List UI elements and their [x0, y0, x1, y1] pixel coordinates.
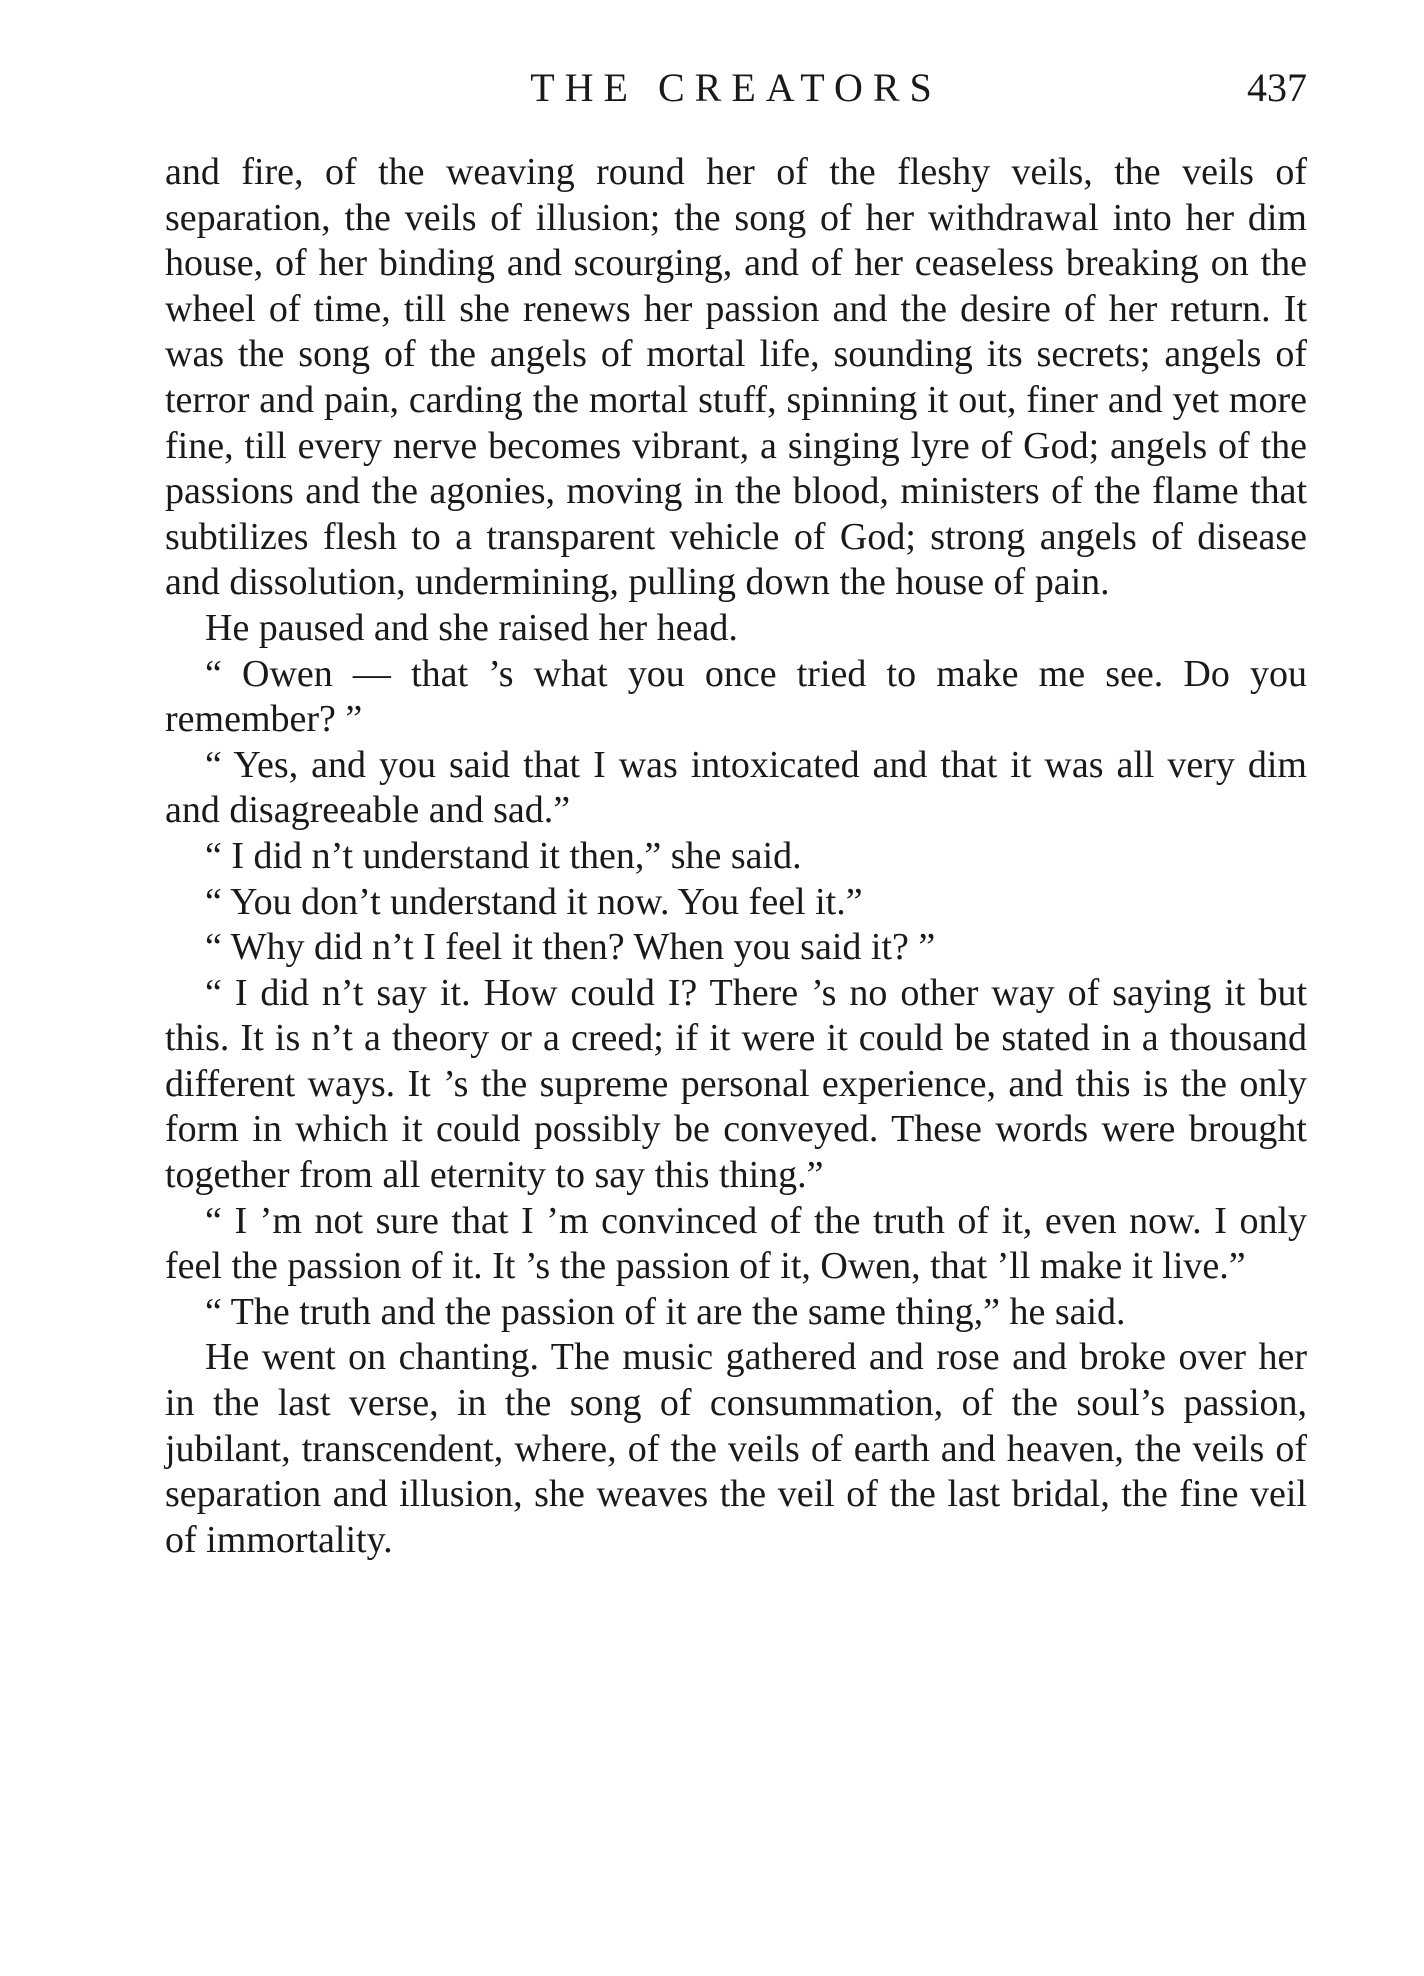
page-header — [165, 62, 1307, 114]
paragraph: “ Why did n’t I feel it then? When you said it? ” — [205, 926, 936, 969]
paragraph: “ I did n’t understand it then,” she said. — [205, 834, 802, 877]
paragraph: “ Yes, and you said that I was intoxicated and that it was all very dim and disagreeable and sad.” — [165, 743, 1307, 832]
paragraph: “ You don’t understand it now. You feel it.” — [205, 880, 863, 923]
paragraph: He paused and she raised her head. — [205, 606, 738, 649]
paragraph: “ The truth and the passion of it are the same thing,” he said. — [205, 1290, 1126, 1333]
paragraph: He went on chanting. The music gathered and rose and broke over her in the last verse, in the song of consummation, of the soul’s passion, jubilant, transcendent, where, of the veils of earth and heaven, the veils of separation and illusion, she weaves the veil of the last bridal, the fine veil of immortality. — [165, 1336, 1307, 1561]
paragraph: “ I did n’t say it. How could I? There ’s no other way of saying it but this. It is n’t a theory or a creed; if it were it could be stated in a thousand different ways. It ’s the supreme personal experience, and this is the only form in which it could possibly be conveyed. These words were brought together from all eternity to say this thing.” — [165, 971, 1307, 1197]
page-number: 437 — [1247, 65, 1307, 110]
paragraph: and fire, of the weaving round her of the fleshy veils, the veils of separation, the veils of illusion; the song of her withdrawal into her dim house, of her binding and scourging, and of her ceaseless breaking on the wheel of time, till she renews her passion and the desire of her return. It was the song of the angels of mortal life, sounding its secrets; angels of terror and pain, carding the mortal stuff, spinning it out, finer and yet more fine, till every nerve becomes vibrant, a singing lyre of God; angels of the passions and the agonies, moving in the blood, ministers of the flame that subtilizes flesh to a transparent vehicle of God; strong angels of disease and dissolution, undermining, pulling down the house of pain. — [165, 151, 1307, 604]
body-text — [165, 150, 1307, 1563]
paragraph: “ Owen — that ’s what you once tried to make me see. Do you remember? ” — [165, 652, 1307, 741]
running-title: THE CREATORS — [530, 65, 942, 110]
paragraph: “ I ’m not sure that I ’m convinced of the truth of it, even now. I only feel the passion of it. It ’s the passion of it, Owen, that ’ll make it live.” — [165, 1199, 1307, 1288]
